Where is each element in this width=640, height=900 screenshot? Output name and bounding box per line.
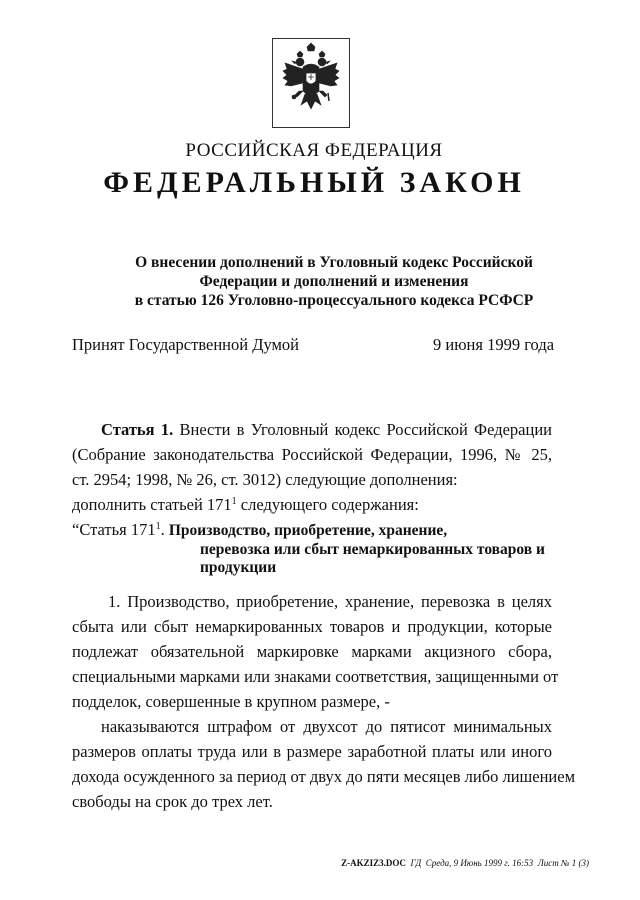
new-article-title-line: перевозка или сбыт немаркированных товаров и xyxy=(200,541,545,558)
paragraph-line: подделок, совершенные в крупном размере, - xyxy=(72,692,390,711)
new-article-heading xyxy=(72,520,447,540)
paragraph-line: 1. Производство, приобретение, хранение, перевозка в целях xyxy=(108,592,552,611)
article-1-text: Внести в Уголовный кодекс Российской Федерации xyxy=(179,420,552,439)
new-article-prefix: “Статья 171 xyxy=(72,520,156,539)
article-1-first-line xyxy=(101,420,552,440)
article-1-label: Статья 1. xyxy=(101,420,174,439)
penalty-line: размеров оплаты труда или в размере заработной платы или иного xyxy=(72,742,552,761)
footer-initials: ГД xyxy=(410,858,422,868)
footer-datetime: Среда, 9 Июнь 1999 г. 16:53 xyxy=(425,858,534,868)
adoption-date: 9 июня 1999 года xyxy=(433,335,555,354)
law-subject-line: в статью 126 Уголовно-процессуального кодекса РСФСР xyxy=(134,292,534,309)
addition-text: следующего содержания: xyxy=(236,495,419,514)
addition-text: дополнить статьей 171 xyxy=(72,495,232,514)
country-name: РОССИЙСКАЯ ФЕДЕРАЦИЯ xyxy=(185,140,443,161)
new-article-title-line: Производство, приобретение, хранение, xyxy=(168,522,448,539)
superscript: 1 xyxy=(231,496,237,507)
law-subject-title xyxy=(0,253,640,310)
penalty-line: наказываются штрафом от двухсот до пятисот минимальных xyxy=(101,717,552,736)
law-subject-line: Федерации и дополнений и изменения xyxy=(199,273,469,290)
document-footer xyxy=(0,858,589,868)
footer-filename: Z-AKZIZ3.DOC xyxy=(341,858,406,868)
penalty-line: свободы на срок до трех лет. xyxy=(72,792,273,811)
coat-of-arms-emblem xyxy=(272,38,350,128)
paragraph-line: сбыта или сбыт немаркированных товаров и продукции, которые xyxy=(72,617,552,636)
paragraph-line: подлежат обязательной маркировке марками акцизного сбора, xyxy=(72,642,552,661)
law-subject-line: О внесении дополнений в Уголовный кодекс Российской xyxy=(135,254,533,271)
double-headed-eagle-icon xyxy=(273,39,349,127)
superscript: 1 xyxy=(155,521,161,532)
new-article-title-line: продукции xyxy=(200,559,277,576)
penalty-line: дохода осужденного за период от двух до пяти месяцев либо лишением xyxy=(72,767,576,786)
new-article-prefix: . xyxy=(160,520,165,539)
article-1-line: ст. 2954; 1998, № 26, ст. 3012) следующие дополнения: xyxy=(72,470,458,489)
paragraph-line: специальными марками или знаками соответствия, защищенными от xyxy=(72,667,559,686)
article-1-line: (Собрание законодательства Российской Федерации, 1996, № 25, xyxy=(72,445,552,464)
article-1-addition-line xyxy=(72,495,419,515)
adopted-by: Принят Государственной Думой xyxy=(72,335,300,354)
document-type-title: ФЕДЕРАЛЬНЫЙ ЗАКОН xyxy=(103,166,525,199)
footer-sheet: Лист № 1 (3) xyxy=(537,858,589,868)
